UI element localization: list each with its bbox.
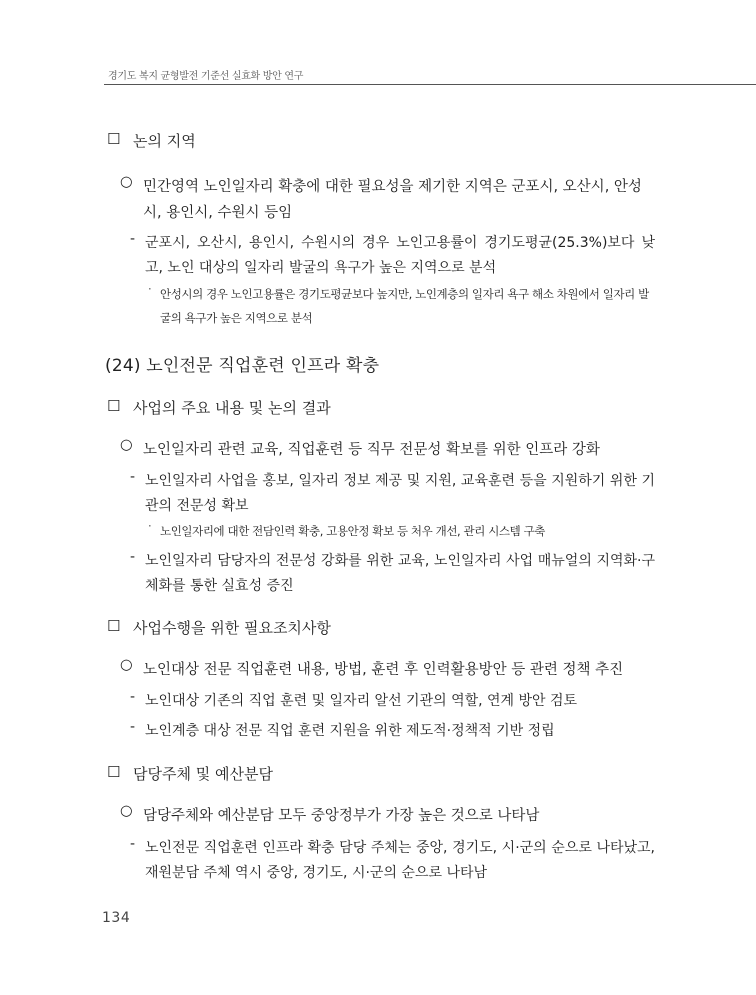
- box-bullet: ☐: [107, 763, 121, 781]
- page-number: 134: [102, 910, 131, 926]
- circle-bullet: ○: [120, 437, 133, 453]
- dash-bullet: -: [130, 231, 136, 247]
- item-text: 노인일자리 관련 교육, 직업훈련 등 직무 전문성 확보를 위한 인프라 강화: [143, 442, 600, 458]
- box-bullet: ☐: [107, 617, 121, 635]
- header-rule: [104, 84, 756, 85]
- item-text: 노인대상 전문 직업훈련 내용, 방법, 훈련 후 인력활용방안 등 관련 정책 추진: [143, 662, 624, 678]
- box-bullet: ☐: [107, 130, 121, 148]
- dot-bullet: ·: [148, 519, 152, 533]
- section-title: (24) 노인전문 직업훈련 인프라 확충: [105, 356, 380, 376]
- item-text: 안성시의 경우 노인고용률은 경기도평균보다 높지만, 노인계층의 일자리 욕구 해소 차원에서 일자리 발굴의 욕구가 높은 지역으로 분석: [160, 287, 649, 325]
- heading-text: 사업의 주요 내용 및 논의 결과: [133, 399, 331, 417]
- item-text: 노인대상 기존의 직업 훈련 및 일자리 알선 기관의 역할, 연계 방안 검토: [145, 693, 578, 709]
- item-text: 노인일자리에 대한 전담인력 확충, 고용안정 확보 등 처우 개선, 관리 시스템 구축: [160, 524, 546, 538]
- heading-text: 사업수행을 위한 필요조치사항: [133, 619, 331, 637]
- dash-bullet: -: [130, 836, 136, 852]
- circle-bullet: ○: [120, 803, 133, 819]
- dot-bullet: ·: [148, 282, 152, 296]
- box-bullet: ☐: [107, 397, 121, 415]
- item-text: 노인계층 대상 전문 직업 훈련 지원을 위한 제도적·정책적 기반 정립: [145, 723, 555, 739]
- dash-bullet: -: [130, 689, 136, 705]
- running-header: 경기도 복지 균형발전 기준선 실효화 방안 연구: [108, 71, 304, 82]
- heading-text: 논의 지역: [133, 132, 196, 150]
- item-text: 군포시, 오산시, 용인시, 수원시의 경우 노인고용률이 경기도평균(25.3%)보다 낮고, 노인 대상의 일자리 발굴의 욕구가 높은 지역으로 분석: [145, 235, 655, 276]
- dash-bullet: -: [130, 719, 136, 735]
- dash-bullet: -: [130, 469, 136, 485]
- heading-text: 담당주체 및 예산분담: [133, 765, 273, 783]
- item-text: 노인전문 직업훈련 인프라 확충 담당 주체는 중앙, 경기도, 시·군의 순으로 나타났고, 재원분담 주체 역시 중앙, 경기도, 시·군의 순으로 나타남: [145, 840, 655, 881]
- dash-bullet: -: [130, 549, 136, 565]
- circle-bullet: ○: [120, 657, 133, 673]
- circle-bullet: ○: [120, 174, 133, 190]
- item-text: 민간영역 노인일자리 확충에 대한 필요성을 제기한 지역은 군포시, 오산시, 안성시, 용인시, 수원시 등임: [143, 179, 642, 221]
- item-text: 노인일자리 담당자의 전문성 강화를 위한 교육, 노인일자리 사업 매뉴얼의 지역화·구체화를 통한 실효성 증진: [145, 553, 655, 594]
- item-text: 담당주체와 예산분담 모두 중앙정부가 가장 높은 것으로 나타남: [143, 808, 540, 824]
- item-text: 노인일자리 사업을 홍보, 일자리 정보 제공 및 지원, 교육훈련 등을 지원하기 위한 기관의 전문성 확보: [145, 473, 655, 514]
